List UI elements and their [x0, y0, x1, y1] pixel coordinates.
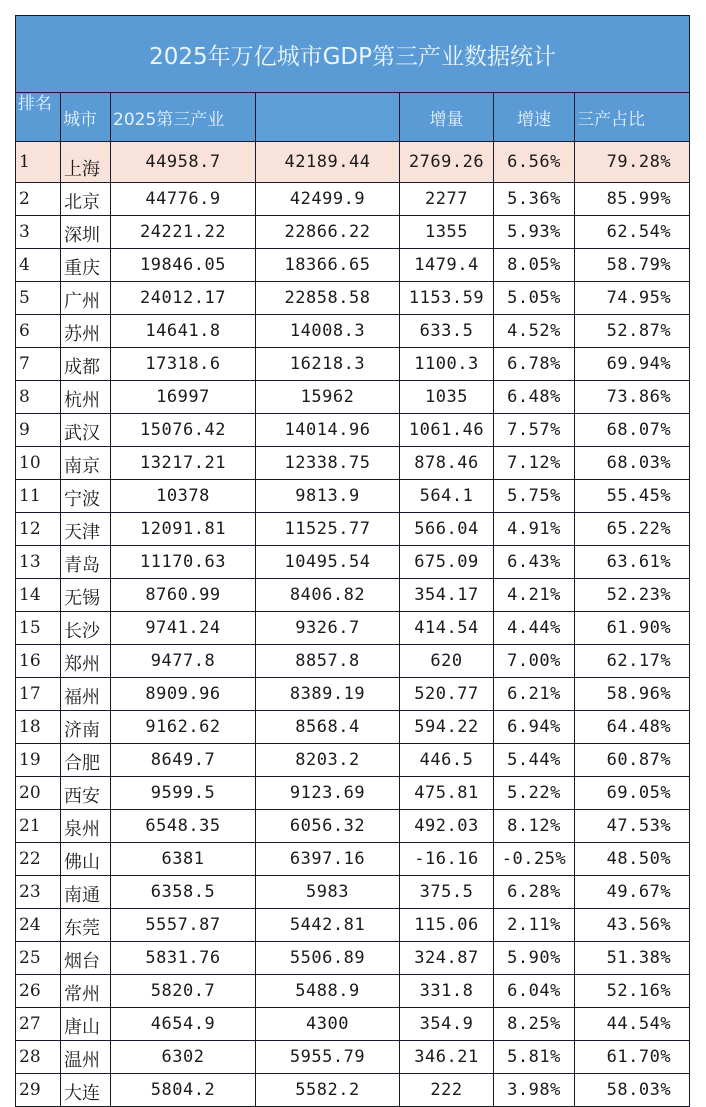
tertiary-2024-cell: 9326.7 — [256, 612, 400, 645]
tertiary-2024-cell: 42189.44 — [256, 142, 400, 183]
growth-cell: 6.78% — [494, 348, 575, 381]
tertiary-2025-cell: 44776.9 — [111, 183, 256, 216]
growth-cell: 5.36% — [494, 183, 575, 216]
table-row — [16, 447, 690, 480]
city-cell: 上海 — [61, 142, 111, 183]
tertiary-2024-cell: 4300 — [256, 1008, 400, 1041]
rank-cell: 10 — [16, 447, 61, 480]
growth-cell: 4.52% — [494, 315, 575, 348]
share-cell: 79.28% — [575, 142, 690, 183]
rank-cell: 25 — [16, 942, 61, 975]
tertiary-2025-cell: 8649.7 — [111, 744, 256, 777]
growth-cell: 5.22% — [494, 777, 575, 810]
tertiary-2025-cell: 19846.05 — [111, 249, 256, 282]
rank-cell: 27 — [16, 1008, 61, 1041]
growth-cell: 4.44% — [494, 612, 575, 645]
increase-cell: 1479.4 — [400, 249, 494, 282]
city-cell: 西安 — [61, 777, 111, 810]
share-cell: 62.54% — [575, 216, 690, 249]
share-cell: 58.96% — [575, 678, 690, 711]
table-row — [16, 909, 690, 942]
share-cell: 44.54% — [575, 1008, 690, 1041]
tertiary-2024-cell: 9123.69 — [256, 777, 400, 810]
increase-cell: 1061.46 — [400, 414, 494, 447]
city-cell: 北京 — [61, 183, 111, 216]
table-row — [16, 876, 690, 909]
city-cell: 无锡 — [61, 579, 111, 612]
increase-cell: 2277 — [400, 183, 494, 216]
tertiary-2024-cell: 5442.81 — [256, 909, 400, 942]
tertiary-2024-cell: 5983 — [256, 876, 400, 909]
growth-cell: 8.05% — [494, 249, 575, 282]
city-cell: 大连 — [61, 1074, 111, 1107]
city-cell: 杭州 — [61, 381, 111, 414]
column-header-rank: 排名 — [16, 93, 61, 142]
share-cell: 49.67% — [575, 876, 690, 909]
increase-cell: 346.21 — [400, 1041, 494, 1074]
rank-cell: 4 — [16, 249, 61, 282]
city-cell: 福州 — [61, 678, 111, 711]
table-row — [16, 942, 690, 975]
growth-cell: 5.05% — [494, 282, 575, 315]
share-cell: 65.22% — [575, 513, 690, 546]
share-cell: 85.99% — [575, 183, 690, 216]
tertiary-2024-cell: 10495.54 — [256, 546, 400, 579]
city-cell: 广州 — [61, 282, 111, 315]
gdp-tertiary-table — [15, 15, 690, 1107]
column-header-increase: 增量 — [400, 93, 494, 142]
tertiary-2024-cell: 14008.3 — [256, 315, 400, 348]
growth-cell: 6.43% — [494, 546, 575, 579]
table-row — [16, 546, 690, 579]
table-row — [16, 249, 690, 282]
tertiary-2024-cell: 9813.9 — [256, 480, 400, 513]
rank-cell: 22 — [16, 843, 61, 876]
growth-cell: 5.44% — [494, 744, 575, 777]
rank-cell: 3 — [16, 216, 61, 249]
rank-cell: 1 — [16, 142, 61, 183]
table-row — [16, 810, 690, 843]
table-row — [16, 381, 690, 414]
city-cell: 常州 — [61, 975, 111, 1008]
column-header-tertiary-2025: 2025第三产业 — [111, 93, 256, 142]
share-cell: 52.16% — [575, 975, 690, 1008]
column-header-tertiary-2024 — [256, 93, 400, 142]
table-row — [16, 216, 690, 249]
growth-cell: 7.12% — [494, 447, 575, 480]
tertiary-2025-cell: 5804.2 — [111, 1074, 256, 1107]
city-cell: 南通 — [61, 876, 111, 909]
growth-cell: 6.21% — [494, 678, 575, 711]
city-cell: 长沙 — [61, 612, 111, 645]
share-cell: 51.38% — [575, 942, 690, 975]
table-row — [16, 678, 690, 711]
growth-cell: 3.98% — [494, 1074, 575, 1107]
tertiary-2025-cell: 5831.76 — [111, 942, 256, 975]
table-row — [16, 744, 690, 777]
growth-cell: 7.00% — [494, 645, 575, 678]
increase-cell: 878.46 — [400, 447, 494, 480]
tertiary-2025-cell: 6302 — [111, 1041, 256, 1074]
tertiary-2025-cell: 8760.99 — [111, 579, 256, 612]
growth-cell: 6.94% — [494, 711, 575, 744]
tertiary-2025-cell: 5557.87 — [111, 909, 256, 942]
tertiary-2025-cell: 44958.7 — [111, 142, 256, 183]
share-cell: 69.05% — [575, 777, 690, 810]
city-cell: 重庆 — [61, 249, 111, 282]
increase-cell: 324.87 — [400, 942, 494, 975]
rank-cell: 7 — [16, 348, 61, 381]
city-cell: 苏州 — [61, 315, 111, 348]
growth-cell: 6.28% — [494, 876, 575, 909]
table-row — [16, 1008, 690, 1041]
tertiary-2025-cell: 4654.9 — [111, 1008, 256, 1041]
share-cell: 61.70% — [575, 1041, 690, 1074]
rank-cell: 16 — [16, 645, 61, 678]
city-cell: 佛山 — [61, 843, 111, 876]
tertiary-2025-cell: 16997 — [111, 381, 256, 414]
tertiary-2024-cell: 8203.2 — [256, 744, 400, 777]
tertiary-2024-cell: 14014.96 — [256, 414, 400, 447]
tertiary-2024-cell: 8857.8 — [256, 645, 400, 678]
table-row — [16, 711, 690, 744]
city-cell: 烟台 — [61, 942, 111, 975]
increase-cell: 1100.3 — [400, 348, 494, 381]
tertiary-2024-cell: 5506.89 — [256, 942, 400, 975]
rank-cell: 5 — [16, 282, 61, 315]
increase-cell: 354.17 — [400, 579, 494, 612]
column-header-share: 三产占比 — [575, 93, 690, 142]
table-row — [16, 975, 690, 1008]
increase-cell: 1035 — [400, 381, 494, 414]
tertiary-2025-cell: 17318.6 — [111, 348, 256, 381]
tertiary-2024-cell: 42499.9 — [256, 183, 400, 216]
city-cell: 南京 — [61, 447, 111, 480]
column-header-row — [16, 93, 690, 142]
increase-cell: 564.1 — [400, 480, 494, 513]
tertiary-2025-cell: 6381 — [111, 843, 256, 876]
increase-cell: 375.5 — [400, 876, 494, 909]
table-row — [16, 777, 690, 810]
increase-cell: 594.22 — [400, 711, 494, 744]
rank-cell: 19 — [16, 744, 61, 777]
table-row — [16, 513, 690, 546]
city-cell: 郑州 — [61, 645, 111, 678]
table-row — [16, 612, 690, 645]
table-row — [16, 142, 690, 183]
tertiary-2025-cell: 8909.96 — [111, 678, 256, 711]
tertiary-2024-cell: 22858.58 — [256, 282, 400, 315]
tertiary-2024-cell: 18366.65 — [256, 249, 400, 282]
share-cell: 69.94% — [575, 348, 690, 381]
tertiary-2025-cell: 13217.21 — [111, 447, 256, 480]
tertiary-2024-cell: 8389.19 — [256, 678, 400, 711]
share-cell: 60.87% — [575, 744, 690, 777]
rank-cell: 28 — [16, 1041, 61, 1074]
city-cell: 东莞 — [61, 909, 111, 942]
tertiary-2025-cell: 6548.35 — [111, 810, 256, 843]
share-cell: 52.23% — [575, 579, 690, 612]
increase-cell: 331.8 — [400, 975, 494, 1008]
table-row — [16, 579, 690, 612]
growth-cell: 6.56% — [494, 142, 575, 183]
growth-cell: 8.25% — [494, 1008, 575, 1041]
city-cell: 深圳 — [61, 216, 111, 249]
rank-cell: 14 — [16, 579, 61, 612]
city-cell: 泉州 — [61, 810, 111, 843]
table-row — [16, 315, 690, 348]
tertiary-2025-cell: 9162.62 — [111, 711, 256, 744]
increase-cell: 222 — [400, 1074, 494, 1107]
share-cell: 68.07% — [575, 414, 690, 447]
rank-cell: 6 — [16, 315, 61, 348]
city-cell: 天津 — [61, 513, 111, 546]
tertiary-2025-cell: 11170.63 — [111, 546, 256, 579]
tertiary-2025-cell: 9741.24 — [111, 612, 256, 645]
table-body — [16, 142, 690, 1107]
increase-cell: 475.81 — [400, 777, 494, 810]
tertiary-2025-cell: 24221.22 — [111, 216, 256, 249]
tertiary-2024-cell: 8406.82 — [256, 579, 400, 612]
tertiary-2024-cell: 6397.16 — [256, 843, 400, 876]
city-cell: 青岛 — [61, 546, 111, 579]
growth-cell: 6.04% — [494, 975, 575, 1008]
rank-cell: 29 — [16, 1074, 61, 1107]
growth-cell: 6.48% — [494, 381, 575, 414]
tertiary-2025-cell: 6358.5 — [111, 876, 256, 909]
city-cell: 温州 — [61, 1041, 111, 1074]
growth-cell: 8.12% — [494, 810, 575, 843]
growth-cell: 7.57% — [494, 414, 575, 447]
increase-cell: 446.5 — [400, 744, 494, 777]
share-cell: 73.86% — [575, 381, 690, 414]
tertiary-2024-cell: 22866.22 — [256, 216, 400, 249]
tertiary-2025-cell: 10378 — [111, 480, 256, 513]
share-cell: 63.61% — [575, 546, 690, 579]
table-row — [16, 348, 690, 381]
city-cell: 唐山 — [61, 1008, 111, 1041]
growth-cell: 4.91% — [494, 513, 575, 546]
rank-cell: 20 — [16, 777, 61, 810]
rank-cell: 26 — [16, 975, 61, 1008]
rank-cell: 9 — [16, 414, 61, 447]
growth-cell: 5.75% — [494, 480, 575, 513]
rank-cell: 15 — [16, 612, 61, 645]
city-cell: 宁波 — [61, 480, 111, 513]
tertiary-2025-cell: 12091.81 — [111, 513, 256, 546]
table-row — [16, 1041, 690, 1074]
tertiary-2025-cell: 9477.8 — [111, 645, 256, 678]
table-row — [16, 480, 690, 513]
table-row — [16, 645, 690, 678]
tertiary-2025-cell: 5820.7 — [111, 975, 256, 1008]
table-title: 2025年万亿城市GDP第三产业数据统计 — [16, 16, 690, 93]
rank-cell: 2 — [16, 183, 61, 216]
rank-cell: 21 — [16, 810, 61, 843]
growth-cell: -0.25% — [494, 843, 575, 876]
tertiary-2024-cell: 15962 — [256, 381, 400, 414]
increase-cell: 1355 — [400, 216, 494, 249]
growth-cell: 4.21% — [494, 579, 575, 612]
tertiary-2024-cell: 5488.9 — [256, 975, 400, 1008]
share-cell: 48.50% — [575, 843, 690, 876]
tertiary-2025-cell: 24012.17 — [111, 282, 256, 315]
rank-cell: 18 — [16, 711, 61, 744]
share-cell: 43.56% — [575, 909, 690, 942]
city-cell: 济南 — [61, 711, 111, 744]
increase-cell: -16.16 — [400, 843, 494, 876]
tertiary-2025-cell: 15076.42 — [111, 414, 256, 447]
share-cell: 55.45% — [575, 480, 690, 513]
tertiary-2025-cell: 14641.8 — [111, 315, 256, 348]
share-cell: 58.79% — [575, 249, 690, 282]
increase-cell: 115.06 — [400, 909, 494, 942]
table-row — [16, 183, 690, 216]
increase-cell: 1153.59 — [400, 282, 494, 315]
tertiary-2024-cell: 12338.75 — [256, 447, 400, 480]
share-cell: 74.95% — [575, 282, 690, 315]
increase-cell: 566.04 — [400, 513, 494, 546]
rank-cell: 17 — [16, 678, 61, 711]
share-cell: 52.87% — [575, 315, 690, 348]
column-header-growth: 增速 — [494, 93, 575, 142]
growth-cell: 5.81% — [494, 1041, 575, 1074]
increase-cell: 633.5 — [400, 315, 494, 348]
growth-cell: 2.11% — [494, 909, 575, 942]
rank-cell: 24 — [16, 909, 61, 942]
tertiary-2024-cell: 5955.79 — [256, 1041, 400, 1074]
increase-cell: 492.03 — [400, 810, 494, 843]
city-cell: 成都 — [61, 348, 111, 381]
table-row — [16, 414, 690, 447]
table-row — [16, 1074, 690, 1107]
tertiary-2024-cell: 11525.77 — [256, 513, 400, 546]
share-cell: 61.90% — [575, 612, 690, 645]
growth-cell: 5.93% — [494, 216, 575, 249]
tertiary-2025-cell: 9599.5 — [111, 777, 256, 810]
share-cell: 62.17% — [575, 645, 690, 678]
column-header-city: 城市 — [61, 93, 111, 142]
increase-cell: 354.9 — [400, 1008, 494, 1041]
rank-cell: 8 — [16, 381, 61, 414]
share-cell: 58.03% — [575, 1074, 690, 1107]
city-cell: 合肥 — [61, 744, 111, 777]
tertiary-2024-cell: 8568.4 — [256, 711, 400, 744]
tertiary-2024-cell: 6056.32 — [256, 810, 400, 843]
table-row — [16, 282, 690, 315]
rank-cell: 13 — [16, 546, 61, 579]
tertiary-2024-cell: 16218.3 — [256, 348, 400, 381]
share-cell: 64.48% — [575, 711, 690, 744]
rank-cell: 11 — [16, 480, 61, 513]
increase-cell: 520.77 — [400, 678, 494, 711]
growth-cell: 5.90% — [494, 942, 575, 975]
increase-cell: 2769.26 — [400, 142, 494, 183]
city-cell: 武汉 — [61, 414, 111, 447]
tertiary-2024-cell: 5582.2 — [256, 1074, 400, 1107]
rank-cell: 12 — [16, 513, 61, 546]
rank-cell: 23 — [16, 876, 61, 909]
increase-cell: 620 — [400, 645, 494, 678]
increase-cell: 675.09 — [400, 546, 494, 579]
increase-cell: 414.54 — [400, 612, 494, 645]
table-row — [16, 843, 690, 876]
share-cell: 47.53% — [575, 810, 690, 843]
share-cell: 68.03% — [575, 447, 690, 480]
